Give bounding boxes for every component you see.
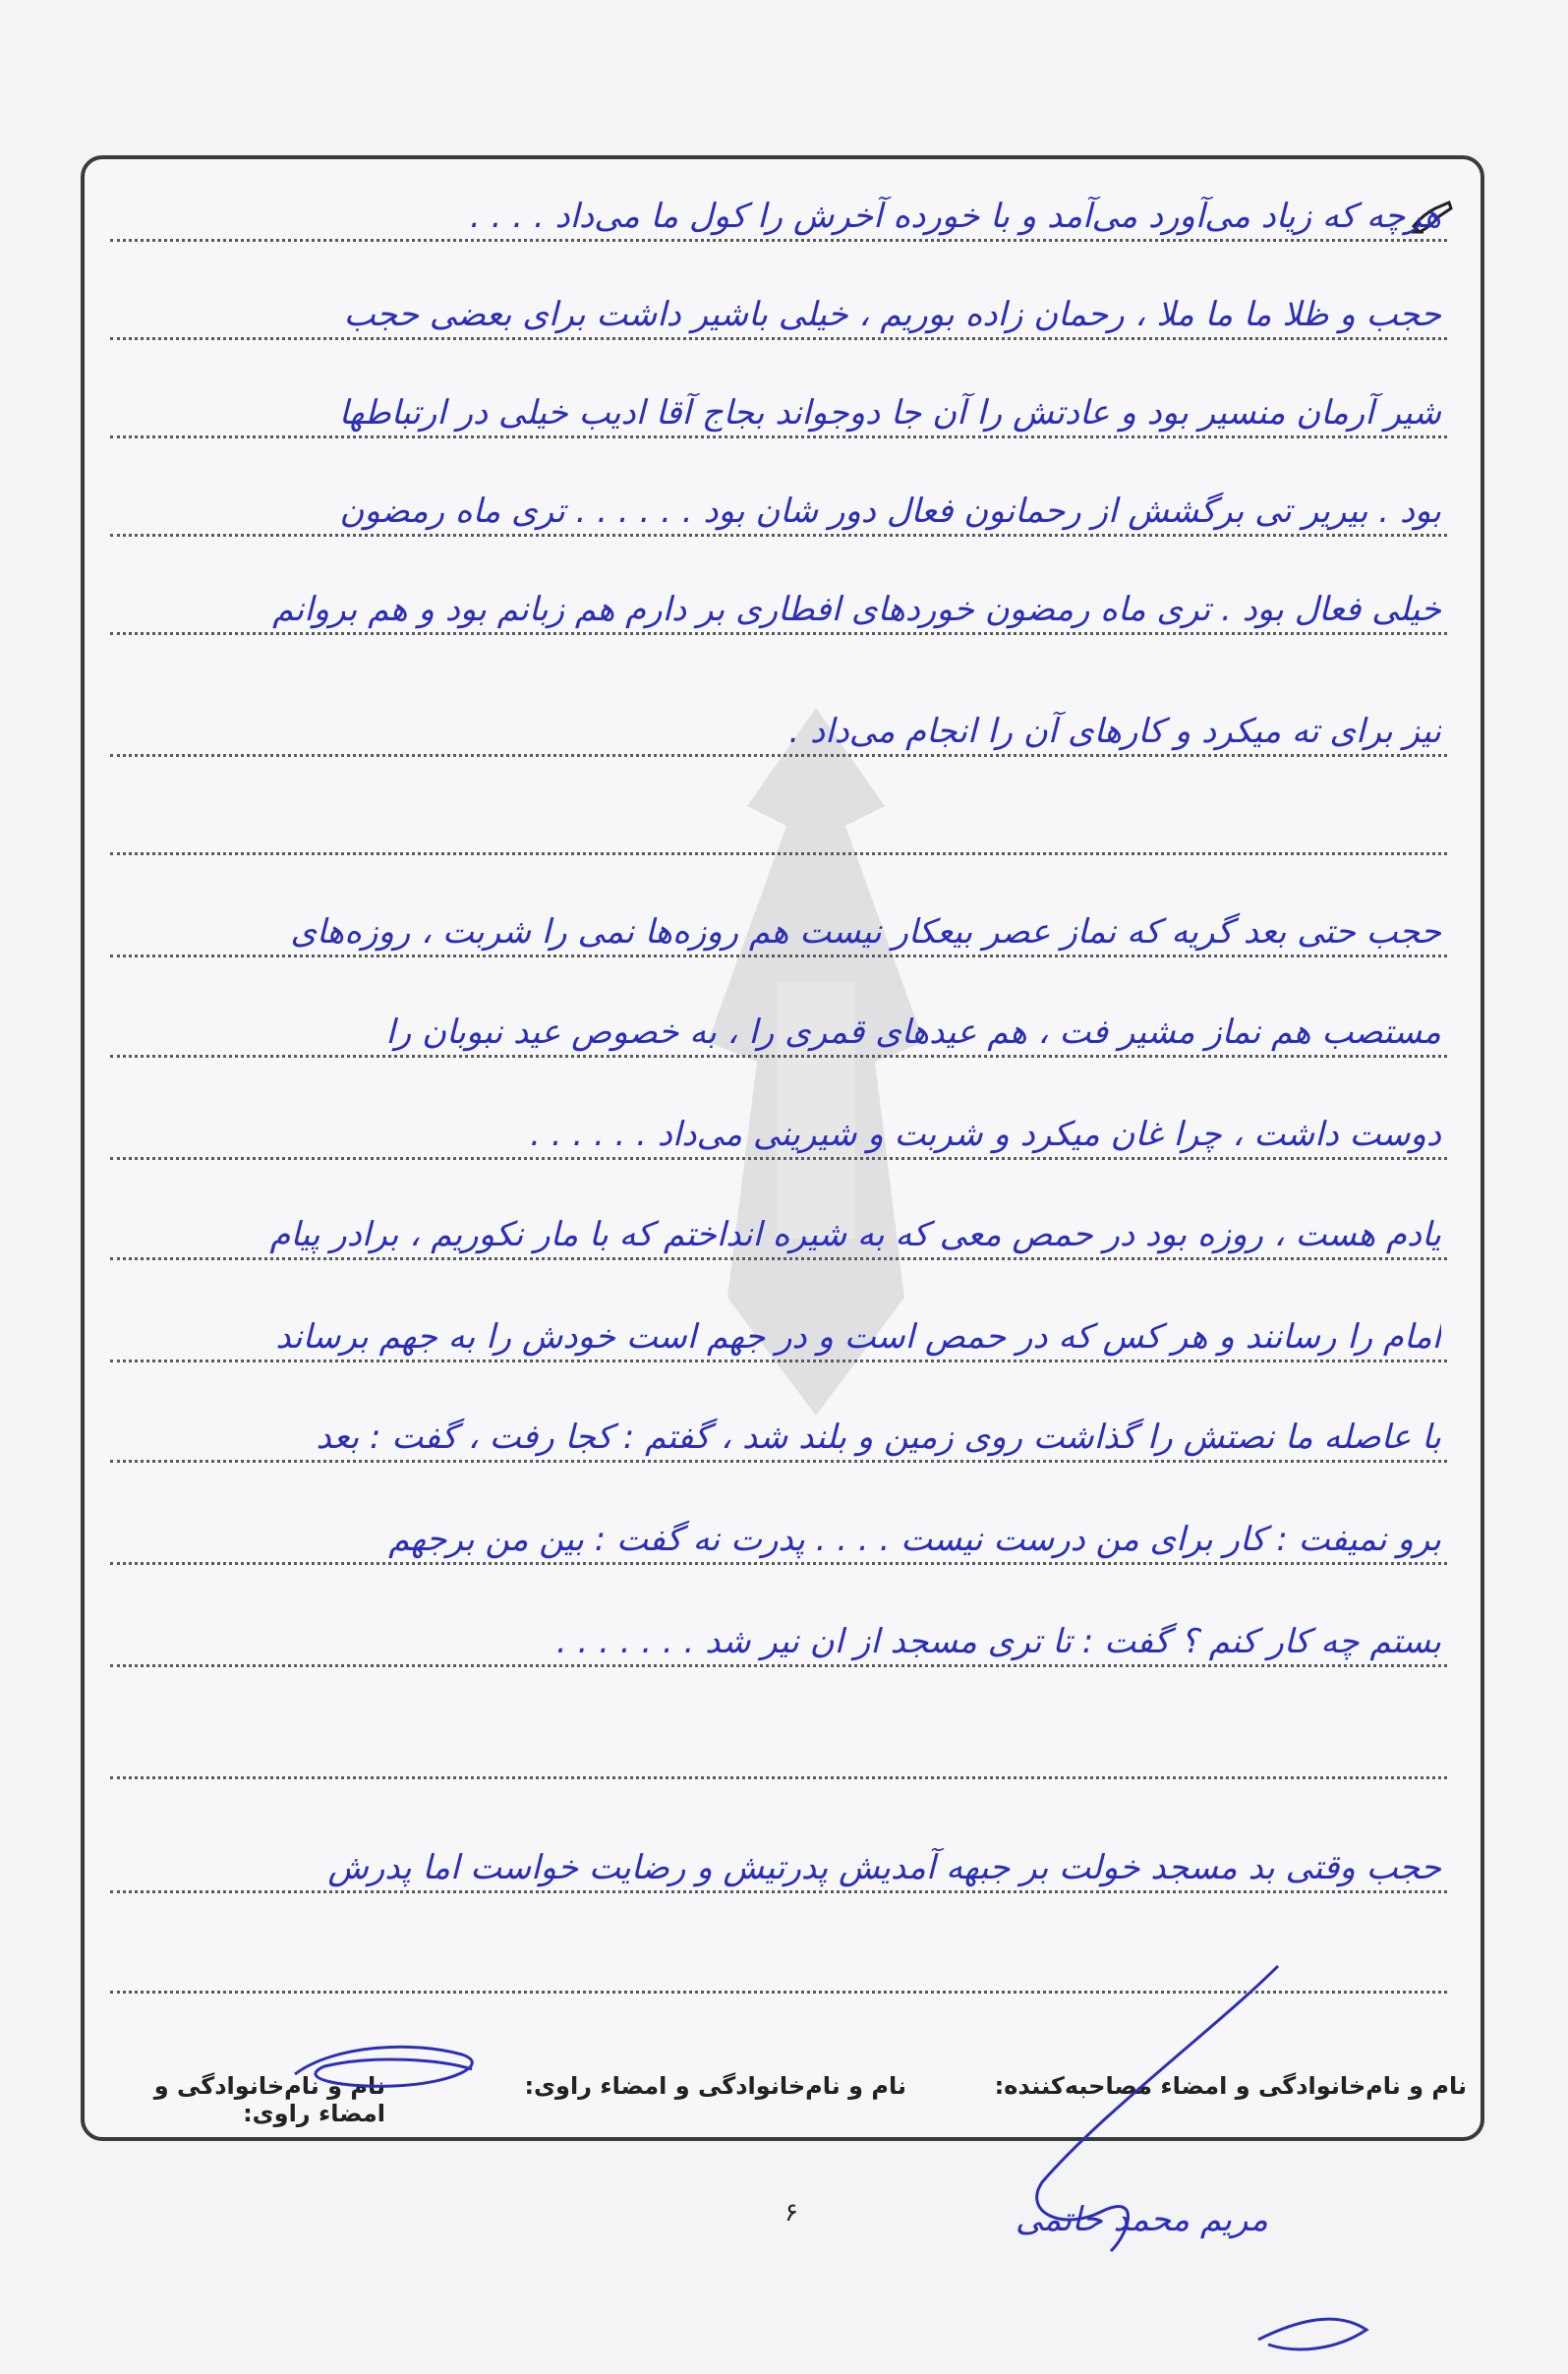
text-line-3 [110, 370, 1447, 448]
line-text: حجب وقتی بد مسجد خولت بر جبهه آمدیش پدرتیش و رضایت خواست اما پدرش [327, 1848, 1441, 1887]
line-text: امام را رسانند و هر کس که در حمص است و در جهم است خودش را به جهم برساند [275, 1317, 1441, 1357]
text-line-16 [110, 1710, 1447, 1789]
text-line-17 [110, 1824, 1447, 1903]
narrator-signature-label: نام و نام‌خانوادگی و امضاء راوی: [153, 2072, 385, 2127]
line-text: حجب و ظلا ما ما ملا ، رحمان زاده بوریم ، خیلی باشیر داشت برای بعضی حجب [343, 295, 1441, 334]
line-text: شیر آرمان منسیر بود و عادتش را آن جا دوجواند بجاج آقا ادیب خیلی در ارتباطها [338, 393, 1441, 433]
text-line-7 [110, 786, 1447, 865]
text-line-18 [110, 1925, 1447, 2003]
text-line-4 [110, 468, 1447, 547]
line-text: برو نمیفت : کار برای من درست نیست . . . . پدرت نه گفت : بین من برجهم [388, 1520, 1441, 1559]
line-text: نیز برای ته میکرد و کارهای آن را انجام می‌داد . [788, 712, 1441, 751]
line-text: بستم چه کار کنم ؟ گفت : تا تری مسجد از ان نیر شد . . . . . . . [555, 1622, 1441, 1661]
line-text: هرچه که زیاد می‌آورد می‌آمد و با خورده آخرش را کول ما می‌داد . . . . [469, 197, 1441, 236]
line-text: یادم هست ، روزه بود در حمص معی که به شیره انداختم که با مار نکوریم ، برادر پیام [269, 1215, 1441, 1254]
text-line-14 [110, 1496, 1447, 1575]
line-text: حجب حتی بعد گریه که نماز عصر بیعکار نیست هم روزه‌ها نمی را شربت ، روزه‌های [290, 912, 1441, 952]
signature-footer [110, 2072, 1467, 2127]
interviewer-signature-name: مریم محمد حاتمی [1015, 2200, 1268, 2239]
text-line-15 [110, 1598, 1447, 1677]
text-line-2 [110, 271, 1447, 350]
text-line-5 [110, 566, 1447, 645]
text-line-9 [110, 989, 1447, 1068]
interviewer-signature-label: نام و نام‌خانوادگی و امضاء مصاحبه‌کننده: [994, 2072, 1467, 2100]
text-line-8 [110, 889, 1447, 967]
text-line-12 [110, 1294, 1447, 1372]
line-text: دوست داشت ، چرا غان میکرد و شربت و شیرینی می‌داد . . . . . . [530, 1115, 1441, 1154]
text-line-10 [110, 1091, 1447, 1170]
text-line-11 [110, 1191, 1447, 1270]
line-text: مستصب هم نماز مشیر فت ، هم عیدهای قمری را ، به خصوص عید نبوبان را [385, 1013, 1441, 1052]
line-text: با عاصله ما نصتش را گذاشت روی زمین و بلند شد ، گفتم : کجا رفت ، گفت : بعد [316, 1418, 1441, 1457]
page-number: ۶ [784, 2198, 798, 2228]
line-text: بود . بیریر تی برگشش از رحمانون فعال دور شان بود . . . . . . تری ماه رمضون [339, 492, 1441, 531]
narrator-name-label: نام و نام‌خانوادگی و امضاء راوی: [524, 2072, 906, 2100]
text-line-6 [110, 688, 1447, 767]
text-line-1 [110, 173, 1447, 252]
line-text: خیلی فعال بود . تری ماه رمضون خوردهای افطاری بر دارم هم زبانم بود و هم بروانم [272, 590, 1441, 629]
text-line-13 [110, 1394, 1447, 1473]
